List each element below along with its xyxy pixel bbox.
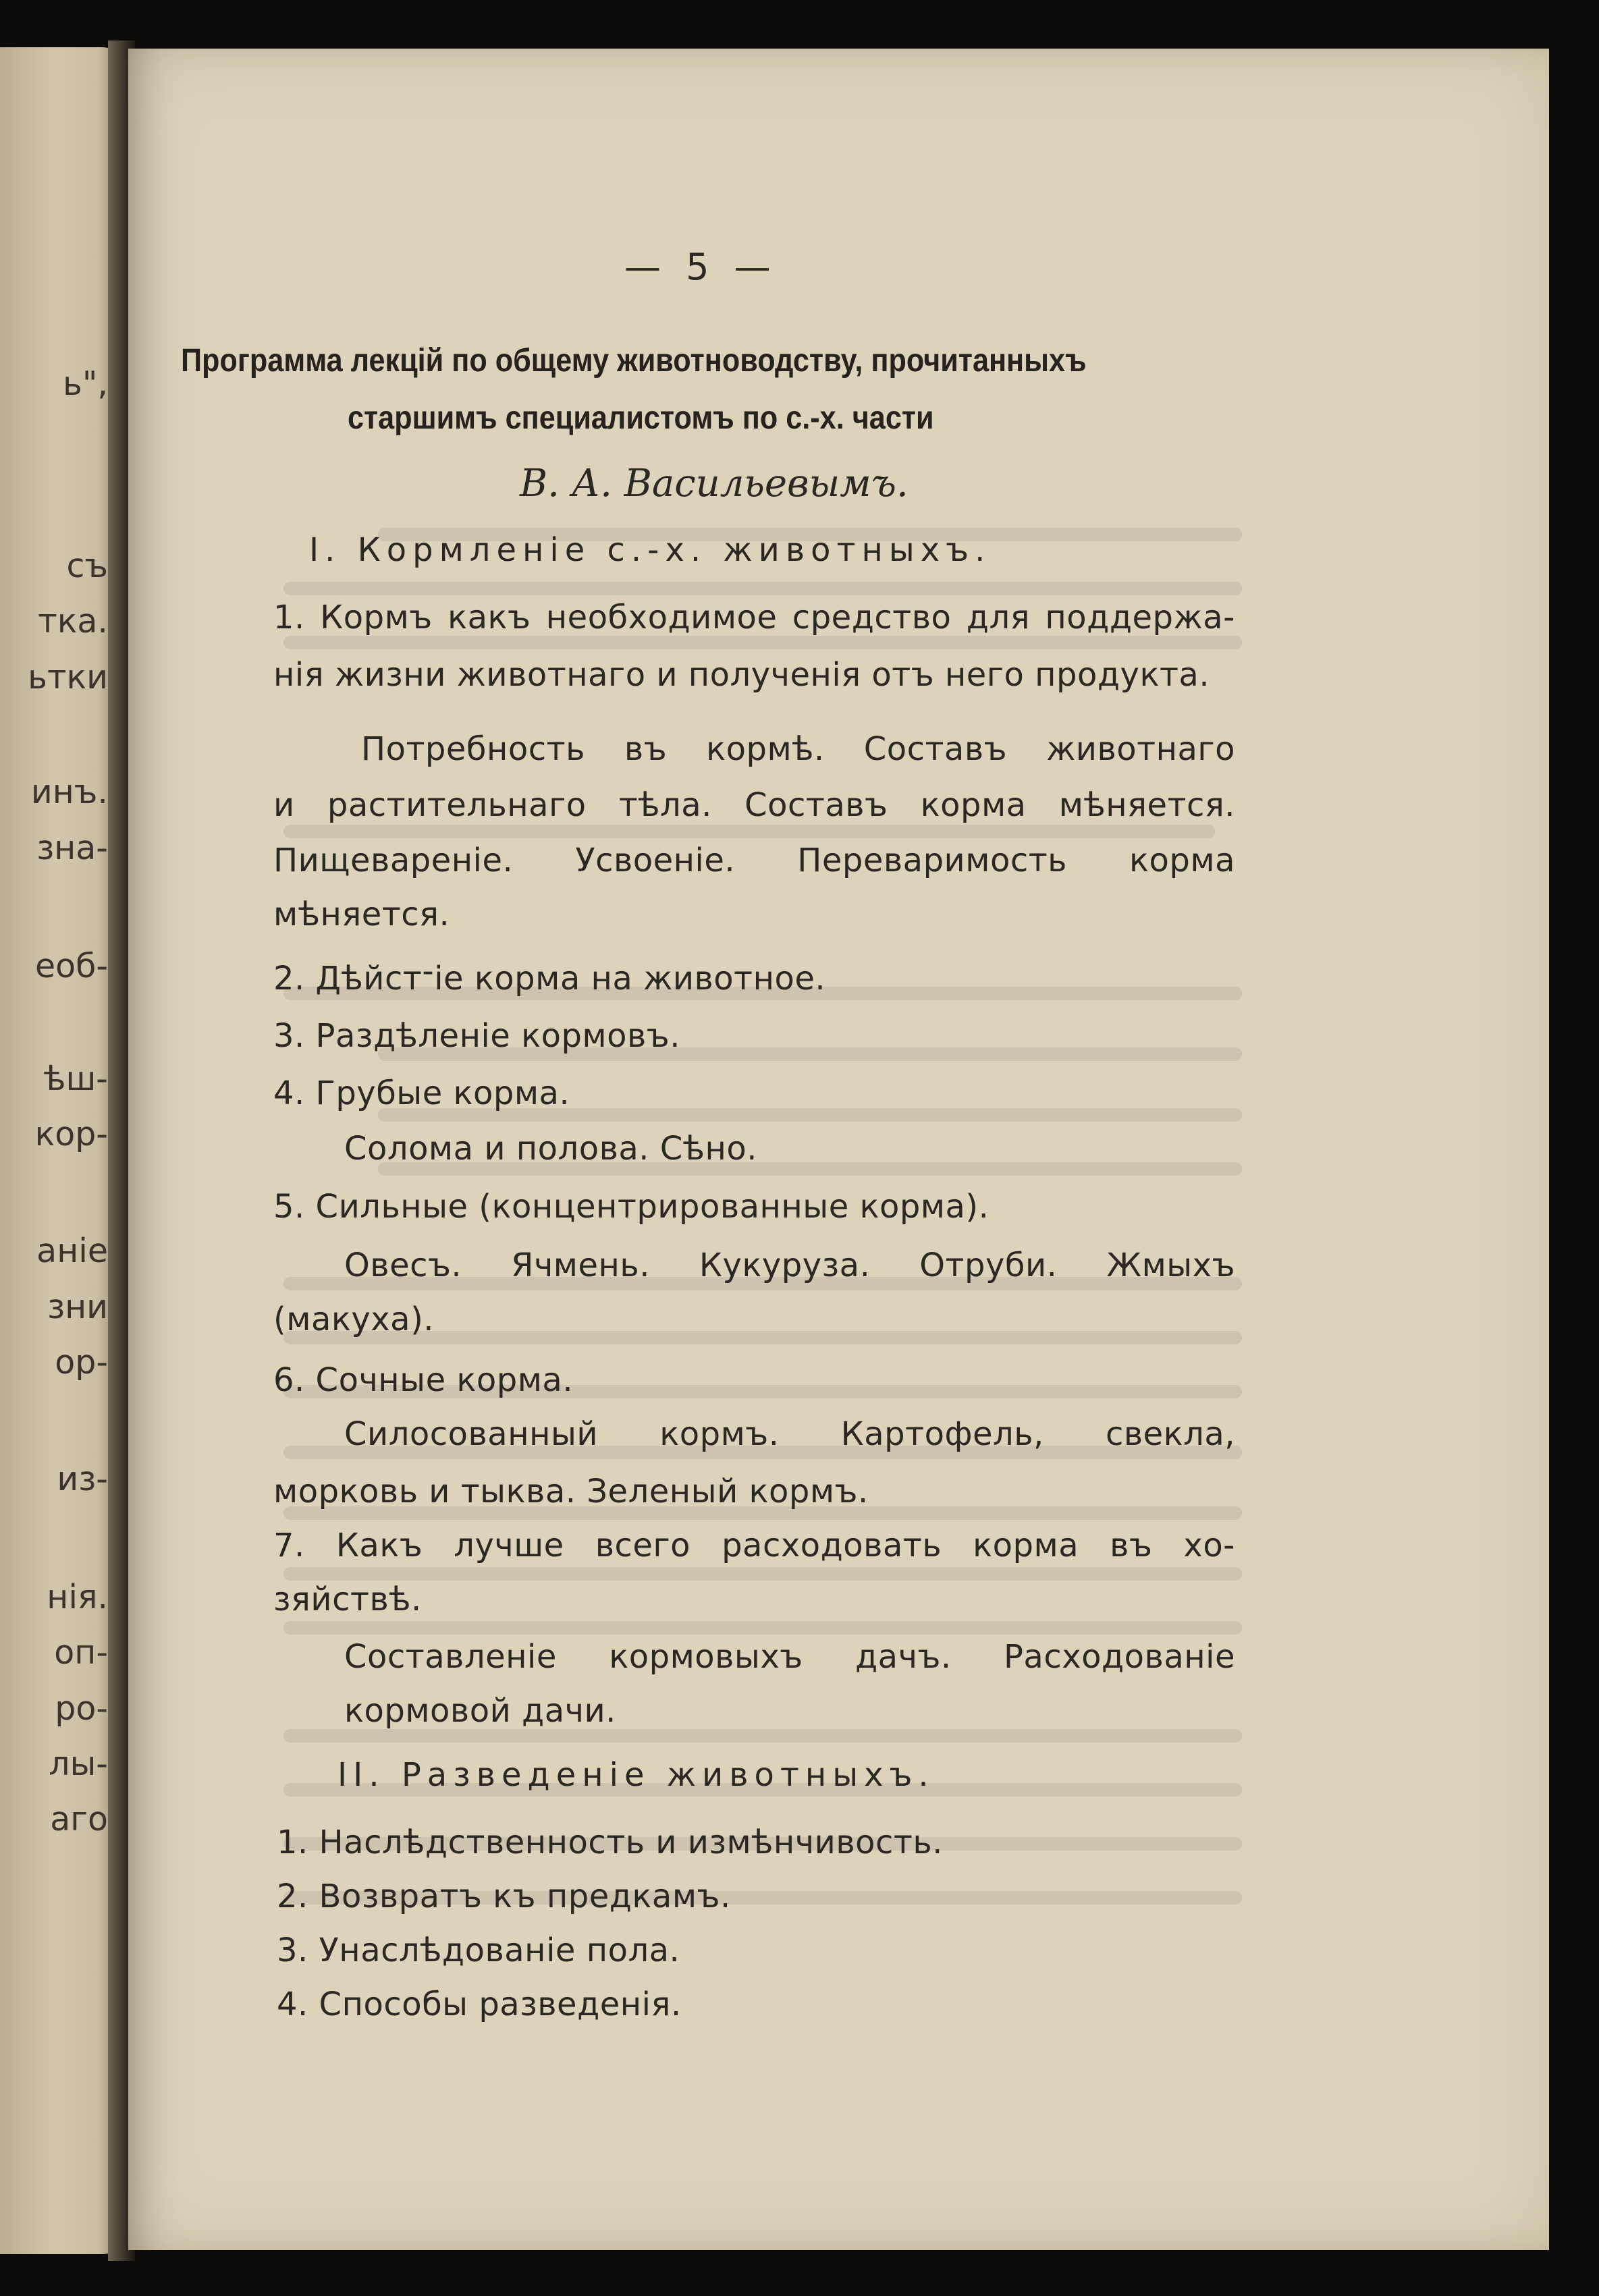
left-page-fragment: кор- (34, 1115, 108, 1153)
left-page-fragment: аніе (36, 1232, 108, 1270)
text-line: 1. Наслѣдственность и измѣнчивость. (277, 1824, 943, 1861)
text-line: кормовой дачи. (344, 1692, 616, 1730)
text-line: морковь и тыква. Зеленый кормъ. (273, 1473, 869, 1510)
left-page-fragment: зни (47, 1288, 108, 1326)
heading-line: старшимъ специалистомъ по с.-х. части (348, 400, 934, 436)
left-page-fragment: зна- (36, 829, 108, 867)
left-page-fragment: оп- (54, 1633, 108, 1672)
section-title: I. Кормленіе с.-х. животныхъ. (309, 531, 992, 569)
left-page-fragment: съ (66, 547, 108, 585)
left-page-fragment: лы- (49, 1745, 108, 1783)
left-page-fragment: ь", (63, 364, 108, 403)
book-page (128, 49, 1549, 2250)
left-page-fragment: еоб- (34, 947, 108, 985)
left-page-fragment: из- (57, 1460, 108, 1498)
heading-line: Программа лекцій по общему животноводству, прочитанныхъ (181, 343, 1087, 379)
text-line: 4. Грубые корма. (273, 1074, 570, 1112)
text-line: 4. Способы разведенія. (277, 1986, 682, 2023)
text-line: Потребность въ кормѣ. Составъ животнаго (361, 730, 1235, 768)
text-line: Овесъ. Ячмень. Кукуруза. Отруби. Жмыхъ (344, 1247, 1235, 1284)
text-line: 2. Возвратъ къ предкамъ. (277, 1878, 731, 1915)
left-page-fragment: тка. (38, 602, 108, 640)
text-line: и растительнаго тѣла. Составъ корма мѣняется. (273, 786, 1235, 824)
left-page-edge (0, 47, 123, 2254)
text-line: мѣняется. (273, 896, 450, 933)
text-line: (макуха). (273, 1301, 435, 1338)
text-line: нія жизни животнаго и полученія отъ него продукта. (273, 656, 1210, 694)
left-page-fragment: ьтки (28, 658, 108, 696)
author-name: В. А. Васильевымъ. (520, 462, 909, 505)
text-line: Составленіе кормовыхъ дачъ. Расходованіе (344, 1638, 1235, 1676)
left-page-fragment: ор- (55, 1343, 108, 1382)
left-page-fragment: ро- (55, 1689, 108, 1728)
text-line: Солома и полова. Сѣно. (344, 1130, 758, 1168)
page-number: — 5 — (624, 246, 778, 288)
left-page-fragment: аго (50, 1800, 108, 1838)
text-line: 7. Какъ лучше всего расходовать корма въ хо- (273, 1527, 1235, 1564)
text-line: Силосованный кормъ. Картофель, свекла, (344, 1415, 1235, 1453)
text-line: 2. Дѣйст־іе корма на животное. (273, 960, 826, 997)
left-page-fragment: инъ. (30, 773, 108, 811)
page-content (128, 49, 1549, 2250)
text-line: Пищевареніе. Усвоеніе. Переваримость корма (273, 842, 1235, 879)
left-page-fragment: ѣш- (43, 1060, 108, 1098)
text-line: 5. Сильные (концентрированные корма). (273, 1188, 990, 1226)
text-line: 3. Унаслѣдованіе пола. (277, 1932, 680, 1969)
left-page-fragment: нія. (47, 1578, 108, 1616)
text-line: зяйствѣ. (273, 1581, 422, 1618)
text-line: 3. Раздѣленіе кормовъ. (273, 1017, 680, 1055)
text-line: 1. Кормъ какъ необходимое средство для поддержа- (273, 599, 1235, 636)
text-line: 6. Сочные корма. (273, 1361, 574, 1399)
section-title: II. Разведеніе животныхъ. (337, 1756, 935, 1794)
